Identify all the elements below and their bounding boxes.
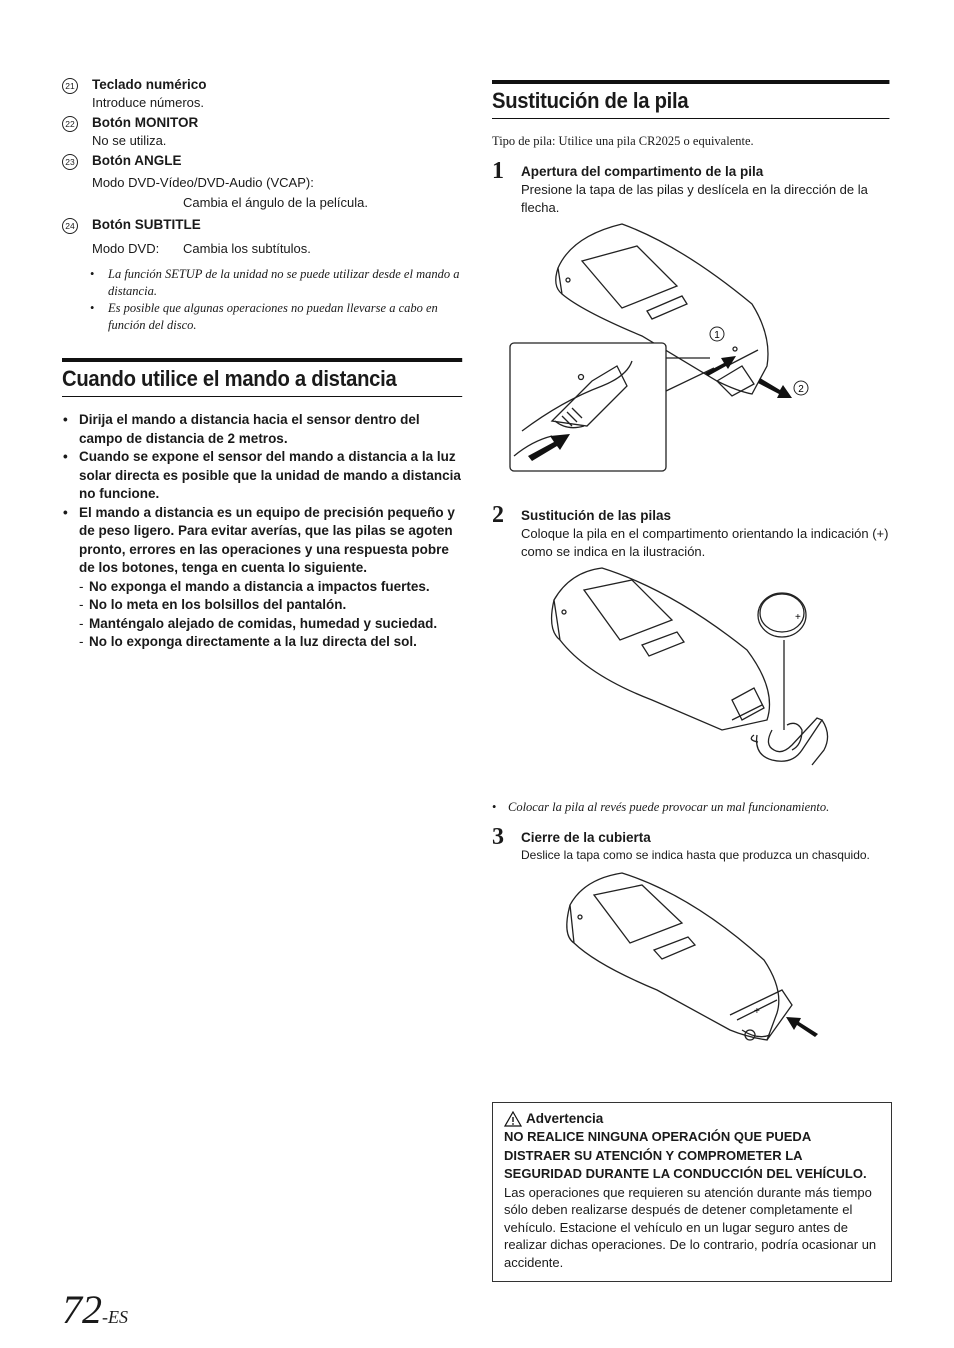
page-number: 72-ES — [62, 1287, 128, 1332]
mode-desc: Cambia los subtítulos. — [183, 241, 311, 256]
item-angle-button — [62, 152, 462, 212]
step-number: 3 — [492, 824, 504, 850]
item-title: Teclado numérico — [92, 77, 207, 92]
step-number: 1 — [492, 158, 504, 184]
close-arrow-icon — [786, 1017, 818, 1037]
item-number: 22 — [62, 116, 78, 132]
bullet-item: • El mando a distancia es un equipo de precisión pequeño y de peso ligero. Para evitar averías, que las pilas se agoten pronto, errores en las operaciones y una respuesta pobre de los botones, tenga en cuenta lo siguiente. - No exponga el mando a distancia a impactos fuertes. - No lo meta en los bolsillos del pantalón. - Manténgalo alejado de comidas, humedad y suciedad. - No lo exponga directamente a la luz directa del sol. — [62, 504, 462, 652]
bullet-item: • Dirija el mando a distancia hacia el sensor dentro del campo de distancia de 2 metros. — [62, 411, 462, 448]
callout-1-label: 1 — [714, 330, 720, 341]
note-item: • Es posible que algunas operaciones no puedan llevarse a cabo en función del disco. — [90, 300, 462, 334]
dash-item: - No lo meta en los bolsillos del pantalón. — [79, 596, 462, 615]
step-title: Apertura del compartimento de la pila — [521, 164, 764, 179]
item-monitor-button — [62, 114, 462, 150]
callout-2-label: 2 — [798, 384, 804, 395]
step-title: Sustitución de las pilas — [521, 508, 672, 523]
mode-label: Modo DVD-Vídeo/DVD-Audio (VCAP): — [92, 175, 314, 190]
item-number: 24 — [62, 218, 78, 234]
item-number: 21 — [62, 78, 78, 94]
precautions-list — [79, 578, 462, 652]
step-1 — [492, 158, 892, 216]
item-title: Botón MONITOR — [92, 115, 199, 130]
dash-item: - No lo exponga directamente a la luz directa del sol. — [79, 633, 462, 652]
slide-arrow-icon — [758, 378, 792, 398]
step-2 — [492, 502, 892, 560]
remote-open-illustration — [492, 216, 892, 501]
step-number: 2 — [492, 502, 504, 528]
battery-plus-label: + — [795, 612, 801, 623]
step-desc: Presione la tapa de las pilas y deslícela en la dirección de la flecha. — [521, 182, 868, 215]
notes-list — [90, 266, 462, 334]
step-desc: Coloque la pila en el compartimento orientando la indicación (+) como se indica en la ilustración. — [521, 526, 889, 559]
note-item: • La función SETUP de la unidad no se puede utilizar desde el mando a distancia. — [90, 266, 462, 300]
item-number: 23 — [62, 154, 78, 170]
section-title-remote-use: Cuando utilice el mando a distancia — [62, 358, 462, 397]
item-desc: No se utiliza. — [92, 133, 167, 148]
warning-title: Advertencia — [526, 1111, 604, 1126]
dash-item: - Manténgalo alejado de comidas, humedad y suciedad. — [79, 615, 462, 634]
item-title: Botón SUBTITLE — [92, 217, 201, 232]
reverse-battery-note: • Colocar la pila al revés puede provocar un mal funcionamiento. — [492, 799, 892, 815]
mode-desc: Cambia el ángulo de la película. — [183, 195, 369, 210]
mode-label: Modo DVD: — [92, 241, 160, 256]
step-title: Cierre de la cubierta — [521, 830, 651, 845]
item-title: Botón ANGLE — [92, 153, 182, 168]
warning-box — [492, 1102, 892, 1282]
cover-close-illustration — [492, 865, 892, 1060]
bullet-item: • Cuando se expone el sensor del mando a distancia a la luz solar directa es posible que la unidad de mando a distancia no funcione. — [62, 448, 462, 504]
dash-item: - No exponga el mando a distancia a impactos fuertes. — [79, 578, 462, 597]
step-desc: Deslice la tapa como se indica hasta que produzca un chasquido. — [521, 848, 870, 862]
cover-plus-label: + — [754, 1005, 760, 1017]
section-title-battery: Sustitución de la pila — [492, 80, 889, 119]
left-column — [62, 74, 462, 652]
usage-bullets — [62, 411, 462, 652]
warning-triangle-icon — [504, 1111, 522, 1127]
page-suffix: -ES — [102, 1307, 128, 1327]
right-column — [492, 80, 892, 1060]
item-desc: Introduce números. — [92, 95, 205, 110]
step-3 — [492, 824, 892, 865]
item-numeric-keypad — [62, 76, 462, 112]
battery-type: Tipo de pila: Utilice una pila CR2025 o equivalente. — [492, 134, 754, 148]
item-subtitle-button — [62, 216, 462, 258]
warning-text: Las operaciones que requieren su atención durante más tiempo sólo deben realizarse después de detener completamente el vehículo. Estacione el vehículo en un lugar seguro antes de realizar dichas operaciones. De lo contrario, podría ocasionar un accidente. — [504, 1184, 877, 1270]
warning-strong-text: NO REALICE NINGUNA OPERACIÓN QUE PUEDA DISTRAER SU ATENCIÓN Y COMPROMETER LA SEGURIDAD DURANTE LA CONDUCCIÓN DEL VEHÍCULO. — [504, 1129, 867, 1181]
battery-insert-illustration — [492, 560, 892, 795]
